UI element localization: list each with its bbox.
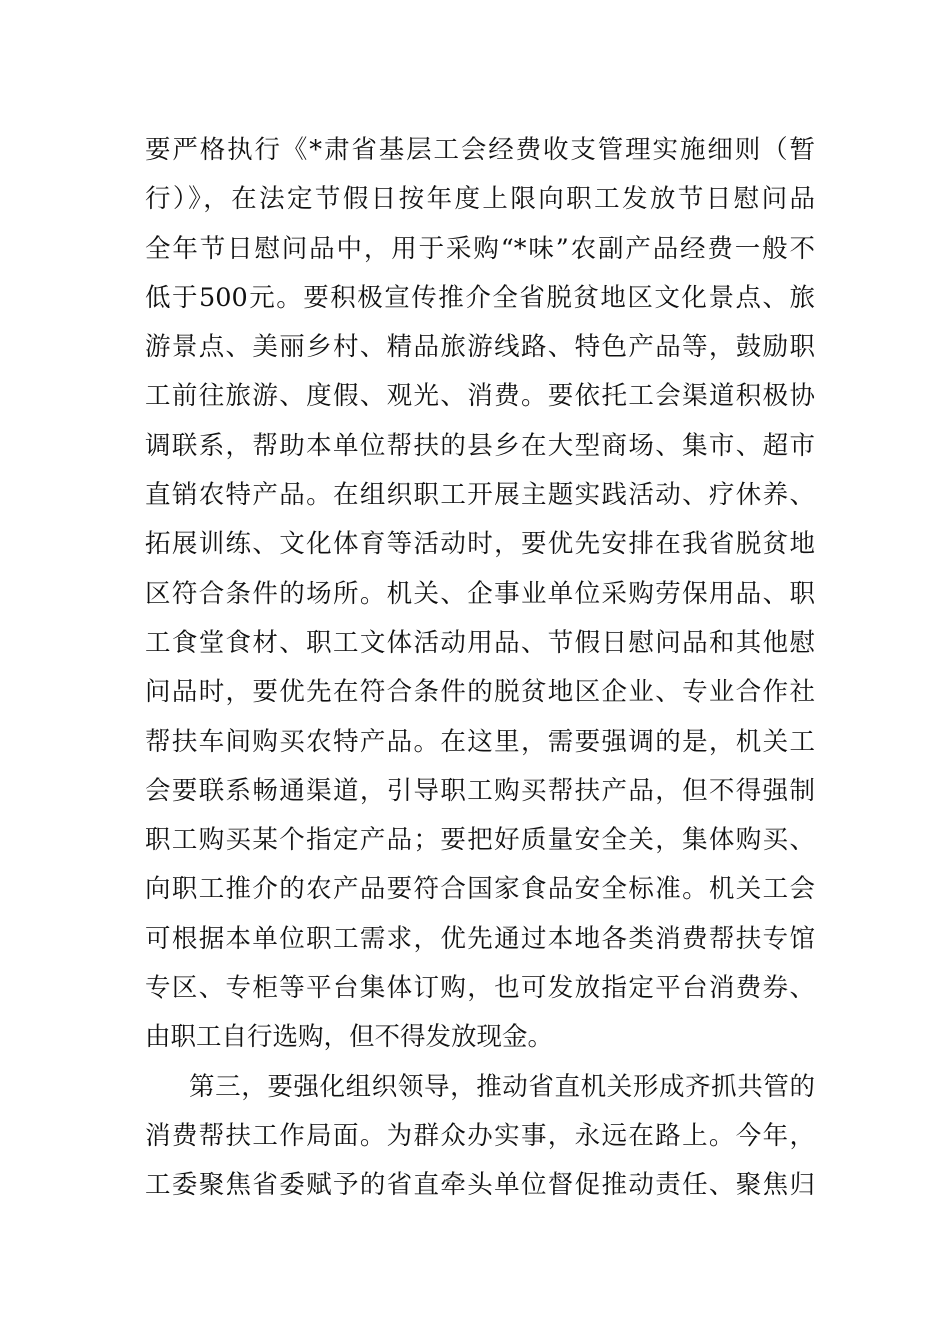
text-line: 低于500元。要积极宣传推介全省脱贫地区文化景点、旅 [145, 282, 815, 313]
text-line: 拓展训练、文化体育等活动时，要优先安排在我省脱贫地 [145, 529, 815, 560]
text-line: 调联系，帮助本单位帮扶的县乡在大型商场、集市、超市 [145, 430, 815, 461]
text-line: 工前往旅游、度假、观光、消费。要依托工会渠道积极协 [145, 381, 815, 412]
paragraph-start-line: 第三，要强化组织领导，推动省直机关形成齐抓共管的 [189, 1071, 815, 1102]
text-line: 工委聚焦省委赋予的省直牵头单位督促推动责任、聚焦归 [145, 1170, 815, 1201]
text-line: 可根据本单位职工需求，优先通过本地各类消费帮扶专馆 [145, 923, 815, 954]
text-line: 行）》，在法定节假日按年度上限向职工发放节日慰问品 [145, 184, 815, 215]
text-line: 问品时，要优先在符合条件的脱贫地区企业、专业合作社 [145, 677, 815, 708]
text-line: 游景点、美丽乡村、精品旅游线路、特色产品等，鼓励职 [145, 332, 815, 363]
text-line: 工食堂食材、职工文体活动用品、节假日慰问品和其他慰 [145, 627, 815, 658]
text-line: 帮扶车间购买农特产品。在这里，需要强调的是，机关工 [145, 726, 815, 757]
text-line: 消费帮扶工作局面。为群众办实事，永远在路上。今年， [145, 1120, 815, 1151]
text-line: 向职工推介的农产品要符合国家食品安全标准。机关工会 [145, 874, 815, 905]
text-line: 职工购买某个指定产品；要把好质量安全关，集体购买、 [145, 825, 815, 856]
text-line: 全年节日慰问品中，用于采购“*味”农副产品经费一般不 [145, 233, 815, 264]
text-line: 区符合条件的场所。机关、企事业单位采购劳保用品、职 [145, 578, 815, 609]
text-line: 由职工自行选购，但不得发放现金。 [145, 1022, 554, 1053]
text-line: 会要联系畅通渠道，引导职工购买帮扶产品，但不得强制 [145, 775, 815, 806]
text-line: 要严格执行《*肃省基层工会经费收支管理实施细则（暂 [145, 135, 815, 165]
text-line: 直销农特产品。在组织职工开展主题实践活动、疗休养、 [145, 480, 815, 511]
text-line: 专区、专柜等平台集体订购，也可发放指定平台消费券、 [145, 973, 815, 1004]
body-text [145, 126, 815, 1211]
